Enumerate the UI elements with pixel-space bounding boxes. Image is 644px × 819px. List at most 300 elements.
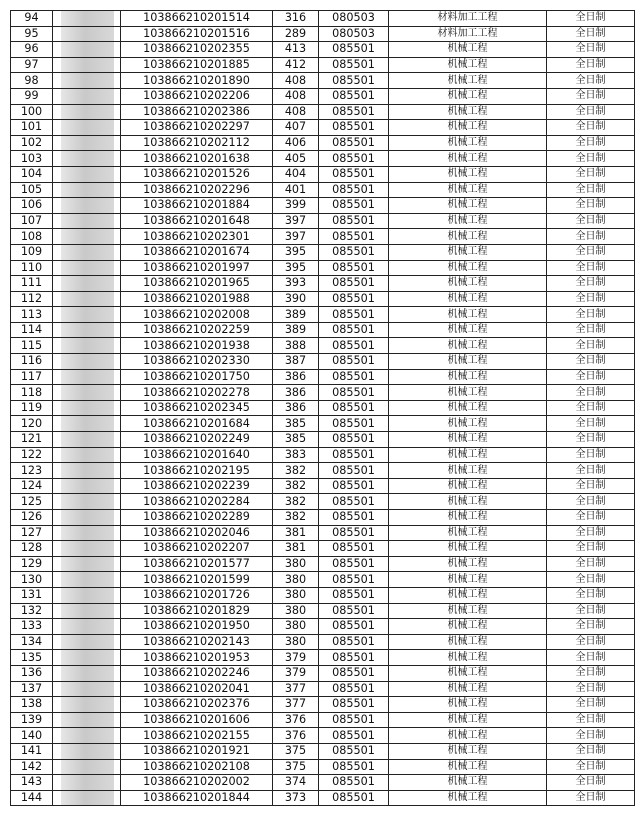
candidate-id-cell: 103866210202386 xyxy=(121,104,273,120)
major-code-cell: 085501 xyxy=(319,198,389,214)
candidate-id-cell: 103866210202112 xyxy=(121,135,273,151)
major-name-cell: 机械工程 xyxy=(389,603,547,619)
candidate-id-cell: 103866210202376 xyxy=(121,697,273,713)
candidate-id-cell: 103866210201921 xyxy=(121,743,273,759)
table-row xyxy=(11,88,635,104)
major-name-cell: 机械工程 xyxy=(389,416,547,432)
admission-list-table xyxy=(10,10,635,806)
major-name-cell: 机械工程 xyxy=(389,244,547,260)
major-name-cell: 机械工程 xyxy=(389,681,547,697)
score-cell: 408 xyxy=(273,88,319,104)
major-code-cell: 085501 xyxy=(319,697,389,713)
study-mode-cell: 全日制 xyxy=(547,166,635,182)
candidate-id-cell: 103866210202345 xyxy=(121,400,273,416)
table-row xyxy=(11,697,635,713)
major-code-cell: 085501 xyxy=(319,182,389,198)
major-name-cell: 机械工程 xyxy=(389,712,547,728)
row-number-cell: 134 xyxy=(11,634,53,650)
redaction-blur xyxy=(61,42,114,58)
major-code-cell: 085501 xyxy=(319,463,389,479)
name-cell-redacted xyxy=(53,775,121,791)
table-row xyxy=(11,681,635,697)
major-name-cell: 机械工程 xyxy=(389,276,547,292)
row-number-cell: 116 xyxy=(11,354,53,370)
row-number-cell: 135 xyxy=(11,650,53,666)
study-mode-cell: 全日制 xyxy=(547,759,635,775)
major-name-cell: 机械工程 xyxy=(389,541,547,557)
redaction-blur xyxy=(61,322,114,338)
major-code-cell: 085501 xyxy=(319,229,389,245)
table-row xyxy=(11,759,635,775)
major-name-cell: 机械工程 xyxy=(389,510,547,526)
table-row xyxy=(11,743,635,759)
major-name-cell: 机械工程 xyxy=(389,572,547,588)
score-cell: 407 xyxy=(273,120,319,136)
major-name-cell: 机械工程 xyxy=(389,213,547,229)
study-mode-cell: 全日制 xyxy=(547,416,635,432)
candidate-id-cell: 103866210201950 xyxy=(121,619,273,635)
table-row xyxy=(11,11,635,27)
major-name-cell: 机械工程 xyxy=(389,73,547,89)
table-row xyxy=(11,541,635,557)
major-code-cell: 085501 xyxy=(319,354,389,370)
major-code-cell: 085501 xyxy=(319,743,389,759)
row-number-cell: 100 xyxy=(11,104,53,120)
redaction-blur xyxy=(61,556,114,572)
redaction-blur xyxy=(61,400,114,416)
score-cell: 380 xyxy=(273,619,319,635)
candidate-id-cell: 103866210202008 xyxy=(121,307,273,323)
candidate-id-cell: 103866210202041 xyxy=(121,681,273,697)
score-cell: 376 xyxy=(273,728,319,744)
candidate-id-cell: 103866210202301 xyxy=(121,229,273,245)
row-number-cell: 104 xyxy=(11,166,53,182)
score-cell: 379 xyxy=(273,650,319,666)
study-mode-cell: 全日制 xyxy=(547,11,635,27)
major-code-cell: 085501 xyxy=(319,790,389,806)
row-number-cell: 129 xyxy=(11,556,53,572)
redaction-blur xyxy=(61,572,114,588)
score-cell: 412 xyxy=(273,57,319,73)
redaction-blur xyxy=(61,619,114,635)
row-number-cell: 130 xyxy=(11,572,53,588)
redaction-blur xyxy=(61,88,114,104)
major-name-cell: 机械工程 xyxy=(389,229,547,245)
name-cell-redacted xyxy=(53,525,121,541)
major-name-cell: 机械工程 xyxy=(389,57,547,73)
score-cell: 373 xyxy=(273,790,319,806)
score-cell: 382 xyxy=(273,510,319,526)
study-mode-cell: 全日制 xyxy=(547,494,635,510)
study-mode-cell: 全日制 xyxy=(547,73,635,89)
redaction-blur xyxy=(61,166,114,182)
row-number-cell: 141 xyxy=(11,743,53,759)
candidate-id-cell: 103866210202108 xyxy=(121,759,273,775)
redaction-blur xyxy=(61,213,114,229)
major-name-cell: 机械工程 xyxy=(389,354,547,370)
table-row xyxy=(11,213,635,229)
major-code-cell: 080503 xyxy=(319,26,389,42)
row-number-cell: 137 xyxy=(11,681,53,697)
row-number-cell: 132 xyxy=(11,603,53,619)
redaction-blur xyxy=(61,260,114,276)
candidate-id-cell: 103866210202239 xyxy=(121,478,273,494)
major-code-cell: 085501 xyxy=(319,260,389,276)
major-name-cell: 机械工程 xyxy=(389,88,547,104)
table-row xyxy=(11,510,635,526)
study-mode-cell: 全日制 xyxy=(547,478,635,494)
major-code-cell: 085501 xyxy=(319,369,389,385)
study-mode-cell: 全日制 xyxy=(547,229,635,245)
name-cell-redacted xyxy=(53,634,121,650)
major-code-cell: 085501 xyxy=(319,634,389,650)
major-name-cell: 机械工程 xyxy=(389,478,547,494)
major-name-cell: 机械工程 xyxy=(389,400,547,416)
major-name-cell: 机械工程 xyxy=(389,759,547,775)
table-row xyxy=(11,603,635,619)
score-cell: 374 xyxy=(273,775,319,791)
table-row xyxy=(11,775,635,791)
row-number-cell: 118 xyxy=(11,385,53,401)
name-cell-redacted xyxy=(53,463,121,479)
row-number-cell: 108 xyxy=(11,229,53,245)
redaction-blur xyxy=(61,198,114,214)
row-number-cell: 106 xyxy=(11,198,53,214)
table-row xyxy=(11,354,635,370)
candidate-id-cell: 103866210201938 xyxy=(121,338,273,354)
name-cell-redacted xyxy=(53,510,121,526)
row-number-cell: 107 xyxy=(11,213,53,229)
major-name-cell: 机械工程 xyxy=(389,182,547,198)
row-number-cell: 138 xyxy=(11,697,53,713)
table-row xyxy=(11,556,635,572)
row-number-cell: 114 xyxy=(11,322,53,338)
redaction-blur xyxy=(61,494,114,510)
name-cell-redacted xyxy=(53,135,121,151)
score-cell: 380 xyxy=(273,603,319,619)
table-row xyxy=(11,400,635,416)
major-code-cell: 085501 xyxy=(319,775,389,791)
name-cell-redacted xyxy=(53,728,121,744)
table-row xyxy=(11,307,635,323)
name-cell-redacted xyxy=(53,743,121,759)
major-code-cell: 085501 xyxy=(319,276,389,292)
major-code-cell: 085501 xyxy=(319,151,389,167)
name-cell-redacted xyxy=(53,322,121,338)
name-cell-redacted xyxy=(53,572,121,588)
study-mode-cell: 全日制 xyxy=(547,790,635,806)
row-number-cell: 140 xyxy=(11,728,53,744)
major-name-cell: 机械工程 xyxy=(389,198,547,214)
redaction-blur xyxy=(61,712,114,728)
row-number-cell: 126 xyxy=(11,510,53,526)
redaction-blur xyxy=(61,587,114,603)
table-row xyxy=(11,478,635,494)
major-code-cell: 085501 xyxy=(319,572,389,588)
study-mode-cell: 全日制 xyxy=(547,400,635,416)
candidate-id-cell: 103866210202246 xyxy=(121,665,273,681)
score-cell: 381 xyxy=(273,525,319,541)
study-mode-cell: 全日制 xyxy=(547,775,635,791)
table-row xyxy=(11,120,635,136)
redaction-blur xyxy=(61,244,114,260)
major-code-cell: 085501 xyxy=(319,42,389,58)
redaction-blur xyxy=(61,478,114,494)
study-mode-cell: 全日制 xyxy=(547,322,635,338)
row-number-cell: 95 xyxy=(11,26,53,42)
name-cell-redacted xyxy=(53,369,121,385)
candidate-id-cell: 103866210201726 xyxy=(121,587,273,603)
score-cell: 377 xyxy=(273,697,319,713)
major-name-cell: 机械工程 xyxy=(389,166,547,182)
study-mode-cell: 全日制 xyxy=(547,681,635,697)
row-number-cell: 101 xyxy=(11,120,53,136)
row-number-cell: 124 xyxy=(11,478,53,494)
name-cell-redacted xyxy=(53,57,121,73)
major-code-cell: 085501 xyxy=(319,104,389,120)
candidate-id-cell: 103866210201890 xyxy=(121,73,273,89)
candidate-id-cell: 103866210202278 xyxy=(121,385,273,401)
row-number-cell: 94 xyxy=(11,11,53,27)
major-code-cell: 085501 xyxy=(319,510,389,526)
score-cell: 376 xyxy=(273,712,319,728)
candidate-id-cell: 103866210201526 xyxy=(121,166,273,182)
study-mode-cell: 全日制 xyxy=(547,525,635,541)
candidate-id-cell: 103866210201640 xyxy=(121,447,273,463)
candidate-id-cell: 103866210202289 xyxy=(121,510,273,526)
study-mode-cell: 全日制 xyxy=(547,104,635,120)
study-mode-cell: 全日制 xyxy=(547,463,635,479)
redaction-blur xyxy=(61,650,114,666)
candidate-id-cell: 103866210201514 xyxy=(121,11,273,27)
study-mode-cell: 全日制 xyxy=(547,603,635,619)
candidate-id-cell: 103866210202355 xyxy=(121,42,273,58)
table-row xyxy=(11,634,635,650)
candidate-id-cell: 103866210202046 xyxy=(121,525,273,541)
redaction-blur xyxy=(61,447,114,463)
candidate-id-cell: 103866210201965 xyxy=(121,276,273,292)
table-row xyxy=(11,494,635,510)
major-name-cell: 机械工程 xyxy=(389,634,547,650)
study-mode-cell: 全日制 xyxy=(547,120,635,136)
redaction-blur xyxy=(61,775,114,791)
major-name-cell: 机械工程 xyxy=(389,743,547,759)
name-cell-redacted xyxy=(53,166,121,182)
score-cell: 405 xyxy=(273,151,319,167)
redaction-blur xyxy=(61,525,114,541)
score-cell: 389 xyxy=(273,322,319,338)
major-code-cell: 085501 xyxy=(319,712,389,728)
name-cell-redacted xyxy=(53,759,121,775)
name-cell-redacted xyxy=(53,291,121,307)
candidate-id-cell: 103866210201577 xyxy=(121,556,273,572)
candidate-id-cell: 103866210201829 xyxy=(121,603,273,619)
candidate-id-cell: 103866210202143 xyxy=(121,634,273,650)
redaction-blur xyxy=(61,354,114,370)
name-cell-redacted xyxy=(53,151,121,167)
row-number-cell: 121 xyxy=(11,432,53,448)
redaction-blur xyxy=(61,338,114,354)
study-mode-cell: 全日制 xyxy=(547,385,635,401)
name-cell-redacted xyxy=(53,650,121,666)
table-row xyxy=(11,572,635,588)
study-mode-cell: 全日制 xyxy=(547,556,635,572)
redaction-blur xyxy=(61,369,114,385)
major-code-cell: 085501 xyxy=(319,291,389,307)
name-cell-redacted xyxy=(53,587,121,603)
score-cell: 379 xyxy=(273,665,319,681)
major-code-cell: 085501 xyxy=(319,322,389,338)
table-row xyxy=(11,369,635,385)
major-name-cell: 机械工程 xyxy=(389,151,547,167)
table-row xyxy=(11,182,635,198)
table-row xyxy=(11,73,635,89)
name-cell-redacted xyxy=(53,447,121,463)
name-cell-redacted xyxy=(53,556,121,572)
major-code-cell: 085501 xyxy=(319,338,389,354)
major-name-cell: 机械工程 xyxy=(389,587,547,603)
study-mode-cell: 全日制 xyxy=(547,26,635,42)
name-cell-redacted xyxy=(53,603,121,619)
candidate-id-cell: 103866210201516 xyxy=(121,26,273,42)
major-code-cell: 085501 xyxy=(319,432,389,448)
redaction-blur xyxy=(61,697,114,713)
major-code-cell: 085501 xyxy=(319,681,389,697)
major-name-cell: 机械工程 xyxy=(389,322,547,338)
score-cell: 383 xyxy=(273,447,319,463)
score-cell: 399 xyxy=(273,198,319,214)
major-code-cell: 085501 xyxy=(319,244,389,260)
redaction-blur xyxy=(61,432,114,448)
major-name-cell: 机械工程 xyxy=(389,665,547,681)
row-number-cell: 112 xyxy=(11,291,53,307)
name-cell-redacted xyxy=(53,73,121,89)
redaction-blur xyxy=(61,743,114,759)
score-cell: 388 xyxy=(273,338,319,354)
name-cell-redacted xyxy=(53,229,121,245)
row-number-cell: 120 xyxy=(11,416,53,432)
major-name-cell: 机械工程 xyxy=(389,291,547,307)
study-mode-cell: 全日制 xyxy=(547,432,635,448)
major-code-cell: 085501 xyxy=(319,73,389,89)
table-row xyxy=(11,587,635,603)
row-number-cell: 109 xyxy=(11,244,53,260)
name-cell-redacted xyxy=(53,104,121,120)
redaction-blur xyxy=(61,182,114,198)
table-row xyxy=(11,712,635,728)
score-cell: 406 xyxy=(273,135,319,151)
major-name-cell: 机械工程 xyxy=(389,790,547,806)
name-cell-redacted xyxy=(53,416,121,432)
name-cell-redacted xyxy=(53,541,121,557)
major-name-cell: 机械工程 xyxy=(389,619,547,635)
table-row xyxy=(11,276,635,292)
redaction-blur xyxy=(61,634,114,650)
row-number-cell: 103 xyxy=(11,151,53,167)
major-name-cell: 机械工程 xyxy=(389,525,547,541)
study-mode-cell: 全日制 xyxy=(547,587,635,603)
major-code-cell: 085501 xyxy=(319,603,389,619)
candidate-id-cell: 103866210202296 xyxy=(121,182,273,198)
table-row xyxy=(11,244,635,260)
study-mode-cell: 全日制 xyxy=(547,572,635,588)
major-name-cell: 机械工程 xyxy=(389,650,547,666)
major-code-cell: 085501 xyxy=(319,665,389,681)
candidate-id-cell: 103866210201884 xyxy=(121,198,273,214)
table-row xyxy=(11,432,635,448)
redaction-blur xyxy=(61,510,114,526)
score-cell: 408 xyxy=(273,104,319,120)
score-cell: 385 xyxy=(273,416,319,432)
study-mode-cell: 全日制 xyxy=(547,743,635,759)
candidate-id-cell: 103866210201988 xyxy=(121,291,273,307)
study-mode-cell: 全日制 xyxy=(547,712,635,728)
study-mode-cell: 全日制 xyxy=(547,541,635,557)
redaction-blur xyxy=(61,276,114,292)
candidate-id-cell: 103866210202330 xyxy=(121,354,273,370)
name-cell-redacted xyxy=(53,712,121,728)
candidate-id-cell: 103866210202297 xyxy=(121,120,273,136)
name-cell-redacted xyxy=(53,42,121,58)
score-cell: 413 xyxy=(273,42,319,58)
row-number-cell: 98 xyxy=(11,73,53,89)
redaction-blur xyxy=(61,120,114,136)
table-row xyxy=(11,338,635,354)
row-number-cell: 115 xyxy=(11,338,53,354)
major-code-cell: 085501 xyxy=(319,525,389,541)
redaction-blur xyxy=(61,463,114,479)
redaction-blur xyxy=(61,151,114,167)
major-code-cell: 085501 xyxy=(319,88,389,104)
study-mode-cell: 全日制 xyxy=(547,276,635,292)
score-cell: 385 xyxy=(273,432,319,448)
row-number-cell: 119 xyxy=(11,400,53,416)
score-cell: 380 xyxy=(273,572,319,588)
row-number-cell: 142 xyxy=(11,759,53,775)
major-code-cell: 085501 xyxy=(319,57,389,73)
major-code-cell: 085501 xyxy=(319,541,389,557)
name-cell-redacted xyxy=(53,697,121,713)
major-name-cell: 机械工程 xyxy=(389,369,547,385)
redaction-blur xyxy=(61,57,114,73)
study-mode-cell: 全日制 xyxy=(547,42,635,58)
candidate-id-cell: 103866210201674 xyxy=(121,244,273,260)
row-number-cell: 144 xyxy=(11,790,53,806)
score-cell: 386 xyxy=(273,385,319,401)
candidate-id-cell: 103866210201684 xyxy=(121,416,273,432)
major-code-cell: 085501 xyxy=(319,650,389,666)
row-number-cell: 122 xyxy=(11,447,53,463)
study-mode-cell: 全日制 xyxy=(547,634,635,650)
table-row xyxy=(11,151,635,167)
table-row xyxy=(11,291,635,307)
table-row xyxy=(11,447,635,463)
candidate-id-cell: 103866210202249 xyxy=(121,432,273,448)
score-cell: 389 xyxy=(273,307,319,323)
major-code-cell: 085501 xyxy=(319,416,389,432)
major-name-cell: 机械工程 xyxy=(389,385,547,401)
score-cell: 395 xyxy=(273,260,319,276)
candidate-id-cell: 103866210201638 xyxy=(121,151,273,167)
table-row xyxy=(11,42,635,58)
row-number-cell: 111 xyxy=(11,276,53,292)
row-number-cell: 113 xyxy=(11,307,53,323)
study-mode-cell: 全日制 xyxy=(547,291,635,307)
table-row xyxy=(11,525,635,541)
study-mode-cell: 全日制 xyxy=(547,728,635,744)
study-mode-cell: 全日制 xyxy=(547,135,635,151)
major-name-cell: 材料加工工程 xyxy=(389,26,547,42)
